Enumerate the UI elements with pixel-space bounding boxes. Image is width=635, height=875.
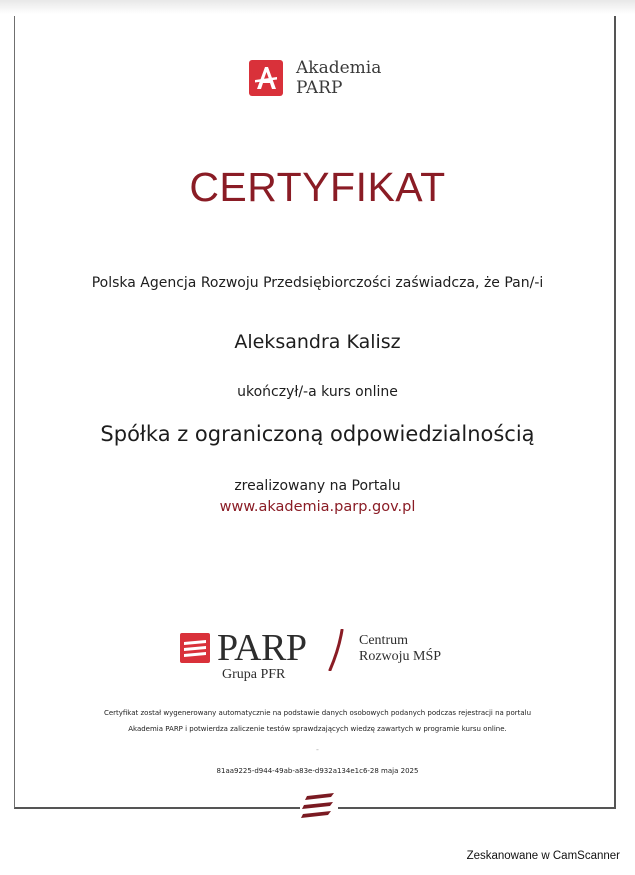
parp-group: Grupa PFR bbox=[222, 667, 286, 682]
certificate-frame bbox=[14, 16, 616, 809]
akademia-parp-logo bbox=[249, 60, 409, 100]
separator-dash: - bbox=[316, 745, 319, 754]
parp-logo-icon bbox=[180, 633, 210, 663]
course-name: Spółka z ograniczoną odpowiedzialnością bbox=[100, 422, 535, 446]
generation-note-line-2: Akademia PARP i potwierdza zaliczenie testów sprawdzających wiedzę zawartych w programie kursu online. bbox=[128, 725, 507, 733]
parp-logo bbox=[180, 627, 480, 687]
completed-text: ukończył/-a kurs online bbox=[237, 384, 398, 400]
camscanner-watermark: Zeskanowane w CamScanner bbox=[466, 850, 620, 862]
slash-divider-icon bbox=[327, 629, 345, 671]
generation-note-line-1: Certyfikat został wygenerowany automatycznie na podstawie danych osobowych podanych podczas rejestracji na portalu bbox=[103, 709, 532, 717]
portal-url: www.akademia.parp.gov.pl bbox=[219, 499, 416, 515]
logo-line-1: Akademia bbox=[296, 58, 382, 78]
centrum-line-1: Centrum bbox=[359, 633, 408, 648]
centrum-line-2: Rozwoju MŚP bbox=[359, 649, 442, 664]
centrum-rozwoju-msp bbox=[359, 633, 441, 665]
realized-text: zrealizowany na Portalu bbox=[234, 478, 401, 494]
recipient-name: Aleksandra Kalisz bbox=[234, 331, 401, 353]
parp-name: PARP bbox=[217, 627, 307, 669]
certificate-code: 81aa9225-d944-49ab-a83e-d932a134e1c6-28 maja 2025 bbox=[216, 767, 419, 775]
certificate-title: CERTYFIKAT bbox=[189, 164, 446, 210]
akademia-parp-logo-text bbox=[296, 58, 381, 98]
parp-stripes-icon bbox=[300, 788, 338, 822]
scan-top-edge bbox=[0, 0, 635, 14]
intro-text: Polska Agencja Rozwoju Przedsiębiorczości zaświadcza, że Pan/-i bbox=[91, 275, 544, 291]
logo-line-2: PARP bbox=[296, 78, 343, 98]
akademia-parp-logo-icon bbox=[249, 60, 283, 96]
